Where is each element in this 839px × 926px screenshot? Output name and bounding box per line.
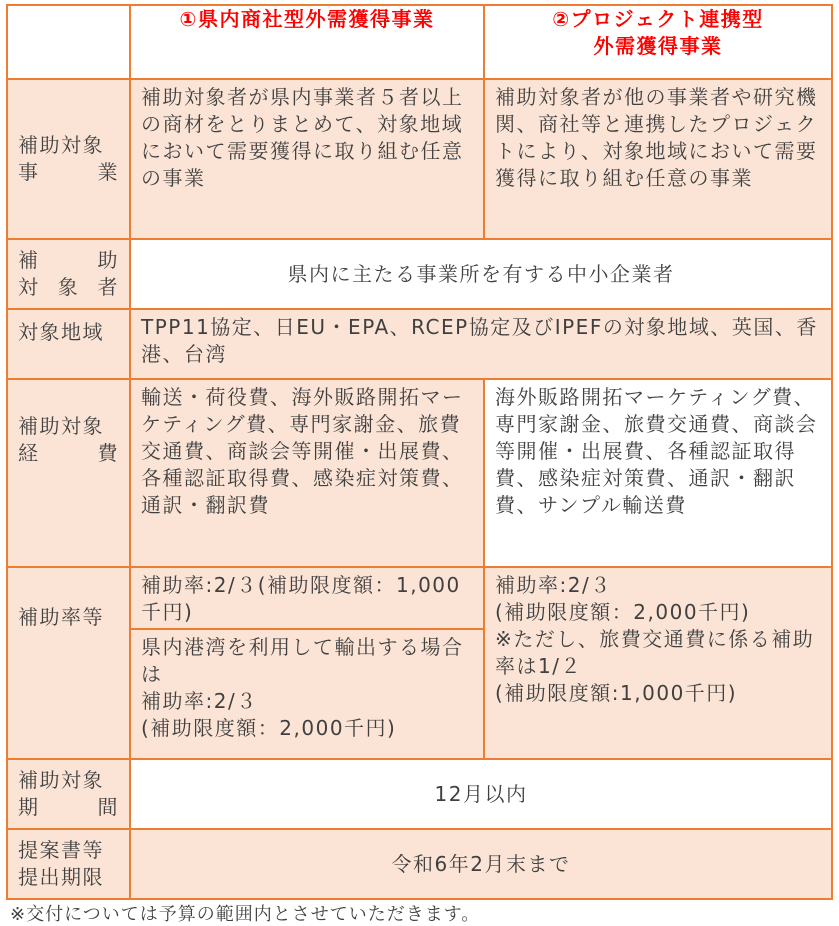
header-col1-title: ①県内商社型外需獲得事業 — [179, 7, 435, 31]
rate-col1-b — [130, 629, 484, 759]
period-value: 12月以内 — [130, 759, 832, 829]
row-expenses — [7, 379, 832, 567]
row-rate-a — [7, 567, 832, 629]
label-expenses — [7, 379, 130, 567]
label-rate-text: 補助率等 — [18, 605, 104, 629]
label-target-project — [7, 79, 130, 239]
footnote: ※交付については予算の範囲内とさせていただきます。 — [10, 904, 481, 925]
header-col2 — [484, 5, 832, 79]
header-col2-title-line2: 外需獲得事業 — [593, 34, 723, 58]
label-deadline-line2: 提出期限 — [18, 865, 104, 889]
target-project-col1: 補助対象者が県内事業者５者以上の商材をとりまとめて、対象地域において需要獲得に取り組む任意の事業 — [130, 79, 484, 239]
label-region-text: 対象地域 — [18, 319, 104, 344]
label-period-line1: 補助対象 — [18, 768, 104, 792]
label-region — [7, 309, 130, 379]
row-deadline — [7, 829, 832, 899]
row-region — [7, 309, 832, 379]
rate-col2-line2: (補助限度額：2,000千円) — [495, 600, 751, 624]
label-target-project-line2: 事業 — [18, 160, 119, 184]
region-value: TPP11協定、日EU・EPA、RCEP協定及びIPEFの対象地域、英国、香港、台湾 — [130, 309, 832, 379]
rate-col1-a: 補助率:2/３(補助限度額：1,000千円) — [130, 567, 484, 629]
deadline-value: 令和6年2月末まで — [130, 829, 832, 899]
header-empty-cell — [7, 5, 130, 79]
label-period — [7, 759, 130, 829]
target-party-value: 県内に主たる事業所を有する中小企業者 — [130, 239, 832, 309]
header-col2-title-line1: ②プロジェクト連携型 — [552, 7, 764, 31]
label-target-project-line1: 補助対象 — [18, 133, 104, 157]
rate-col2-line4: (補助限度額:1,000千円) — [495, 681, 738, 705]
rate-col1-b-line2: 補助率:2/３ — [141, 689, 258, 713]
row-target-party — [7, 239, 832, 309]
label-rate — [7, 567, 130, 759]
rate-col2-line3: ※ただし、旅費交通費に係る補助率は1/２ — [495, 627, 815, 678]
rate-col2-line1: 補助率:2/３ — [495, 573, 612, 597]
row-target-project — [7, 79, 832, 239]
expenses-col1: 輸送・荷役費、海外販路開拓マーケティング費、専門家謝金、旅費交通費、商談会等開催・出展費、各種認証取得費、感染症対策費、通訳・翻訳費 — [130, 379, 484, 567]
label-deadline — [7, 829, 130, 899]
label-target-party — [7, 239, 130, 309]
label-target-party-line1: 補助 — [18, 248, 119, 272]
row-period — [7, 759, 832, 829]
label-target-party-line2: 対象者 — [18, 275, 119, 299]
rate-col1-b-line1: 県内港湾を利用して輸出する場合は — [141, 635, 464, 686]
expenses-col2: 海外販路開拓マーケティング費、専門家謝金、旅費交通費、商談会等開催・出展費、各種認証取得費、感染症対策費、通訳・翻訳費、サンプル輸送費 — [484, 379, 832, 567]
rate-col2 — [484, 567, 832, 759]
label-expenses-line2: 経費 — [18, 441, 119, 465]
rate-col1-b-line3: (補助限度額：2,000千円) — [141, 716, 397, 740]
label-period-line2: 期間 — [18, 795, 119, 819]
target-project-col2: 補助対象者が他の事業者や研究機関、商社等と連携したプロジェクトにより、対象地域において需要獲得に取り組む任意の事業 — [484, 79, 832, 239]
label-deadline-line1: 提案書等 — [18, 838, 104, 862]
header-row — [7, 5, 832, 79]
subsidy-table — [6, 4, 833, 900]
label-expenses-line1: 補助対象 — [18, 414, 104, 438]
header-col1 — [130, 5, 484, 79]
